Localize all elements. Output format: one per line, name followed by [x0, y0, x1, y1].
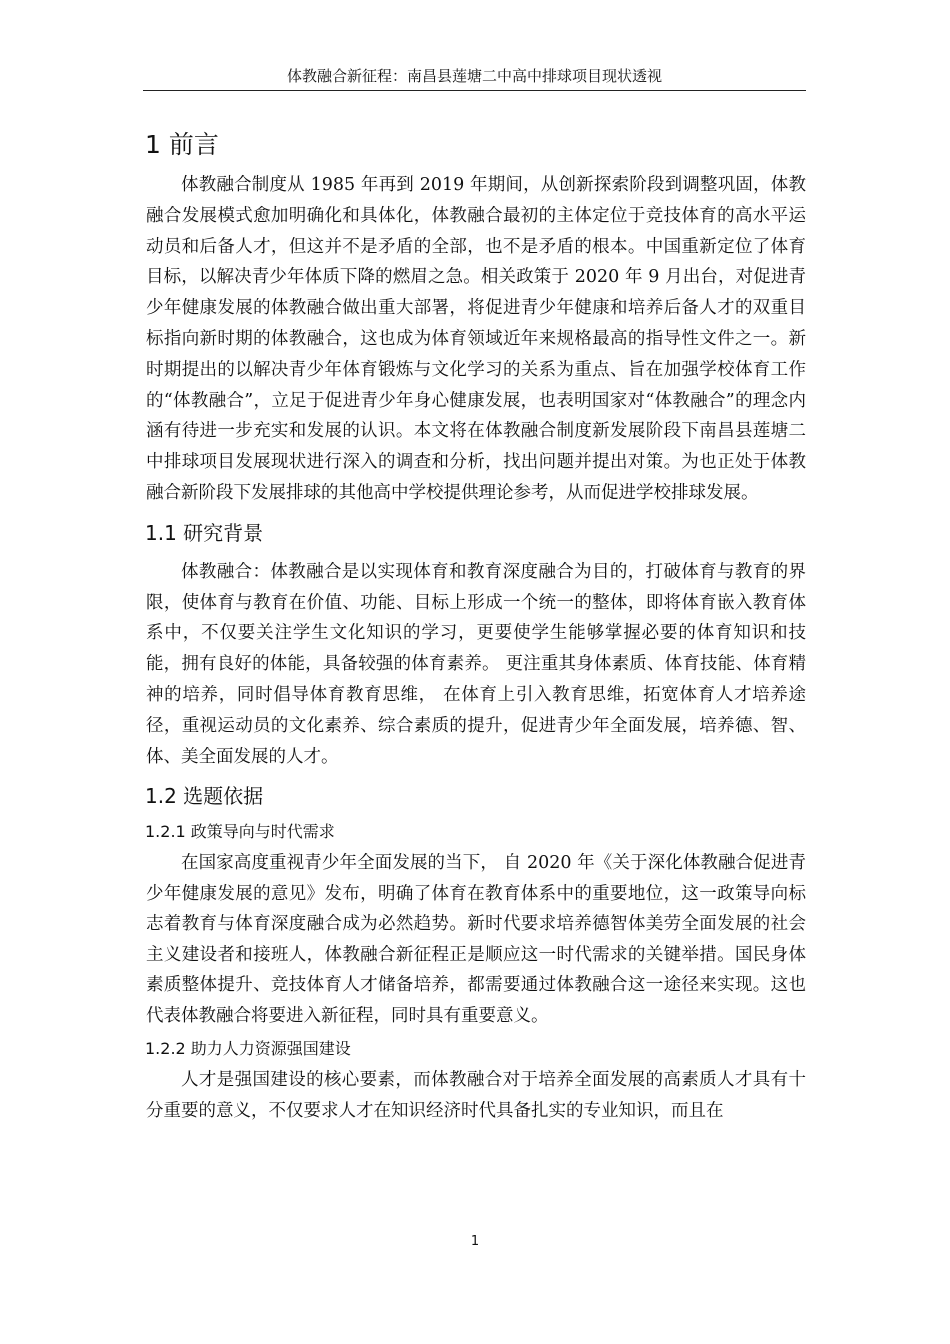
page-number: 1: [470, 1234, 480, 1249]
section-1-1-heading: 1.1 研究背景: [145, 520, 264, 545]
section-1-heading: 1 前言: [145, 130, 219, 159]
section-1-2-1-paragraph: 在国家高度重视青少年全面发展的当下， 自 2020 年《关于深化体教融合促进青少年健康发展的意见》发布，明确了体育在教育体系中的重要地位，这一政策导向标志着教育与体育深度融合成为必然趋势。新时代要求培养德智体美劳全面发展的社会主义建设者和接班人，体教融合新征程正是顺应这一时代需求的关键举措。国民身体素质整体提升、竞技体育人才储备培养，都需要通过体教融合这一途径来实现。这也代表体教融合将要进入新征程，同时具有重要意义。: [146, 853, 806, 1026]
running-header: 体教融合新征程：南昌县莲塘二中高中排球项目现状透视: [286, 67, 662, 85]
section-1-paragraph: 体教融合制度从 1985 年再到 2019 年期间，从创新探索阶段到调整巩固，体教融合发展模式愈加明确化和具体化，体教融合最初的主体定位于竞技体育的高水平运动员和后备人才，但这并不是矛盾的全部，也不是矛盾的根本。中国重新定位了体育目标，以解决青少年体质下降的燃眉之急。相关政策于 2020 年 9 月出台，对促进青少年健康发展的体教融合做出重大部署，将促进青少年健康和培养后备人才的双重目标指向新时期的体教融合，这也成为体育领域近年来规格最高的指导性文件之一。新时期提出的以解决青少年体育锻炼与文化学习的关系为重点、旨在加强学校体育工作的“体教融合”，立足于促进青少年身心健康发展，也表明国家对“体教融合”的理念内涵有待进一步充实和发展的认识。本文将在体教融合制度新发展阶段下南昌县莲塘二中排球项目发展现状进行深入的调查和分析，找出问题并提出对策。为也正处于体教融合新阶段下发展排球的其他高中学校提供理论参考，从而促进学校排球发展。: [146, 175, 806, 503]
section-1-2-1-heading: 1.2.1 政策导向与时代需求: [145, 822, 335, 842]
header-rule: [143, 90, 806, 91]
section-1-2-2-heading: 1.2.2 助力人力资源强国建设: [145, 1039, 351, 1059]
section-1-2-2-paragraph: 人才是强国建设的核心要素，而体教融合对于培养全面发展的高素质人才具有十分重要的意义，不仅要求人才在知识经济时代具备扎实的专业知识，而且在: [146, 1070, 806, 1121]
section-1-2-heading: 1.2 选题依据: [145, 784, 264, 809]
section-1-1-paragraph: 体教融合：体教融合是以实现体育和教育深度融合为目的，打破体育与教育的界限，使体育与教育在价值、功能、目标上形成一个统一的整体，即将体育嵌入教育体系中，不仅要关注学生文化知识的学习，更要使学生能够掌握必要的体育知识和技能，拥有良好的体能，具备较强的体育素养。 更注重其身体素质、体育技能、体育精神的培养，同时倡导体育教育思维， 在体育上引入教育思维，拓宽体育人才培养途径，重视运动员的文化素养、综合素质的提升，促进青少年全面发展，培养德、智、体、美全面发展的人才。: [146, 561, 806, 767]
page-body: [146, 122, 806, 1126]
